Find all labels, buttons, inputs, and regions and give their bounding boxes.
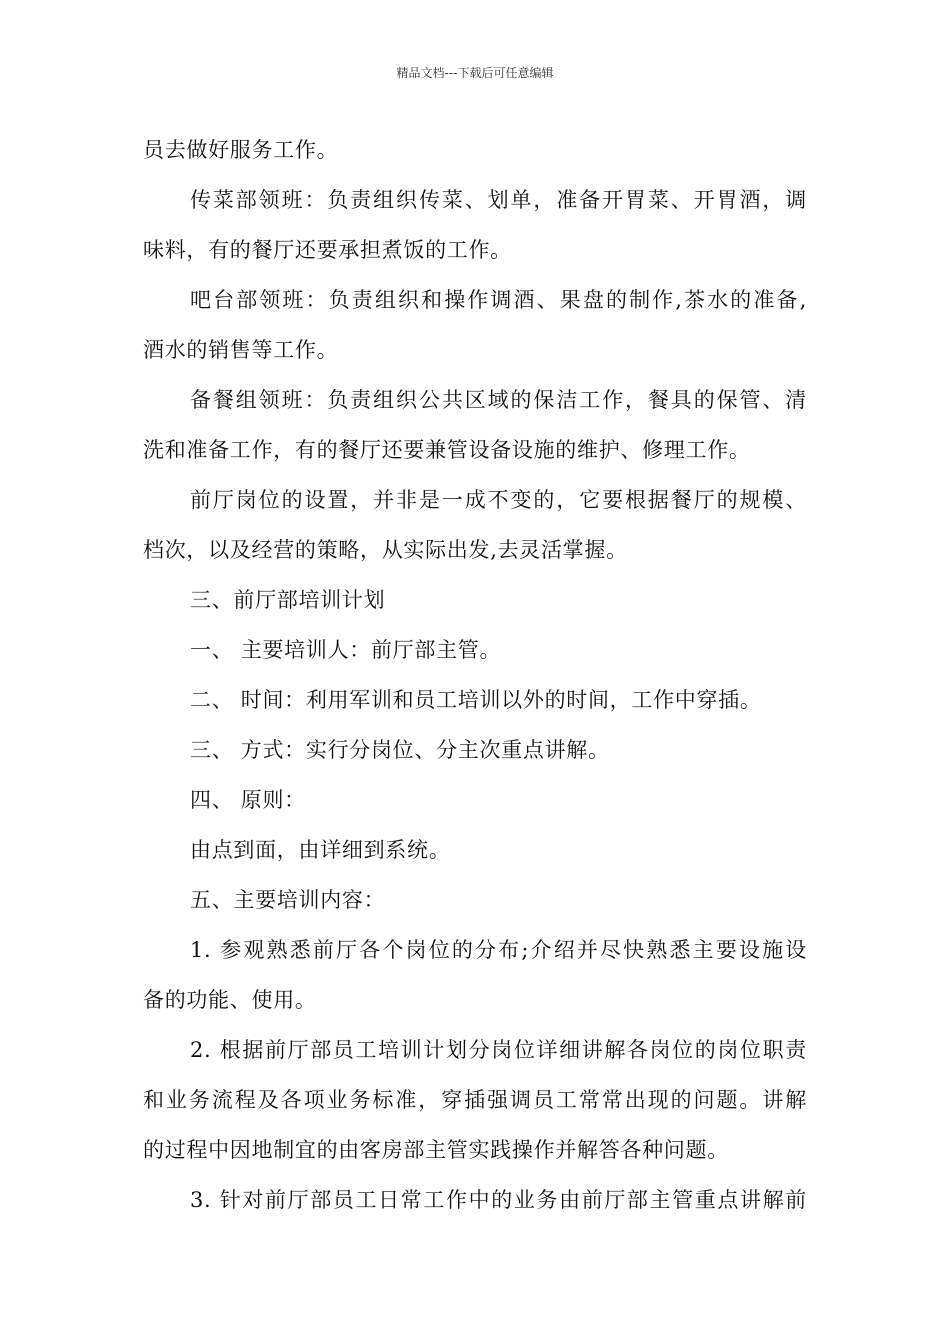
text-line: 由点到面，由详细到系统。 bbox=[190, 838, 451, 862]
list-item: 一、 主要培训人：前厅部主管。 bbox=[190, 638, 502, 662]
text-line: 吧台部领班：负责组织和操作调酒、果盘的制作,茶水的准备, bbox=[190, 288, 807, 312]
list-item: 二、 时间：利用军训和员工培训以外的时间，工作中穿插。 bbox=[190, 688, 762, 712]
text-line: 员去做好服务工作。 bbox=[143, 138, 339, 162]
page-header: 精品文档---下载后可任意编辑 bbox=[396, 66, 554, 80]
text-line: 备的功能、使用。 bbox=[143, 988, 317, 1012]
text-line: 档次，以及经营的策略，从实际出发,去灵活掌握。 bbox=[143, 538, 628, 562]
section-heading: 三、前厅部培训计划 bbox=[190, 588, 386, 612]
text-line: 传菜部领班：负责组织传菜、划单，准备开胃菜、开胃酒，调 bbox=[190, 188, 807, 212]
text-line: 前厅岗位的设置，并非是一成不变的，它要根据餐厅的规模、 bbox=[190, 488, 807, 512]
list-item: 四、 原则： bbox=[190, 788, 306, 812]
numbered-item: 3. 针对前厅部员工日常工作中的业务由前厅部主管重点讲解前 bbox=[190, 1188, 807, 1212]
text-line: 味料，有的餐厅还要承担煮饭的工作。 bbox=[143, 238, 512, 262]
list-item: 五、主要培训内容： bbox=[190, 888, 386, 912]
list-item: 三、 方式：实行分岗位、分主次重点讲解。 bbox=[190, 738, 610, 762]
text-line: 酒水的销售等工作。 bbox=[143, 338, 339, 362]
text-line: 洗和准备工作，有的餐厅还要兼管设备设施的维护、修理工作。 bbox=[143, 438, 751, 462]
numbered-item: 1. 参观熟悉前厅各个岗位的分布;介绍并尽快熟悉主要设施设 bbox=[190, 938, 807, 962]
text-line: 和业务流程及各项业务标准，穿插强调员工常常出现的问题。讲解 bbox=[143, 1088, 807, 1112]
numbered-item: 2. 根据前厅部员工培训计划分岗位详细讲解各岗位的岗位职责 bbox=[190, 1038, 807, 1062]
text-line: 的过程中因地制宜的由客房部主管实践操作并解答各种问题。 bbox=[143, 1138, 729, 1162]
text-line: 备餐组领班：负责组织公共区域的保洁工作，餐具的保管、清 bbox=[190, 388, 807, 412]
